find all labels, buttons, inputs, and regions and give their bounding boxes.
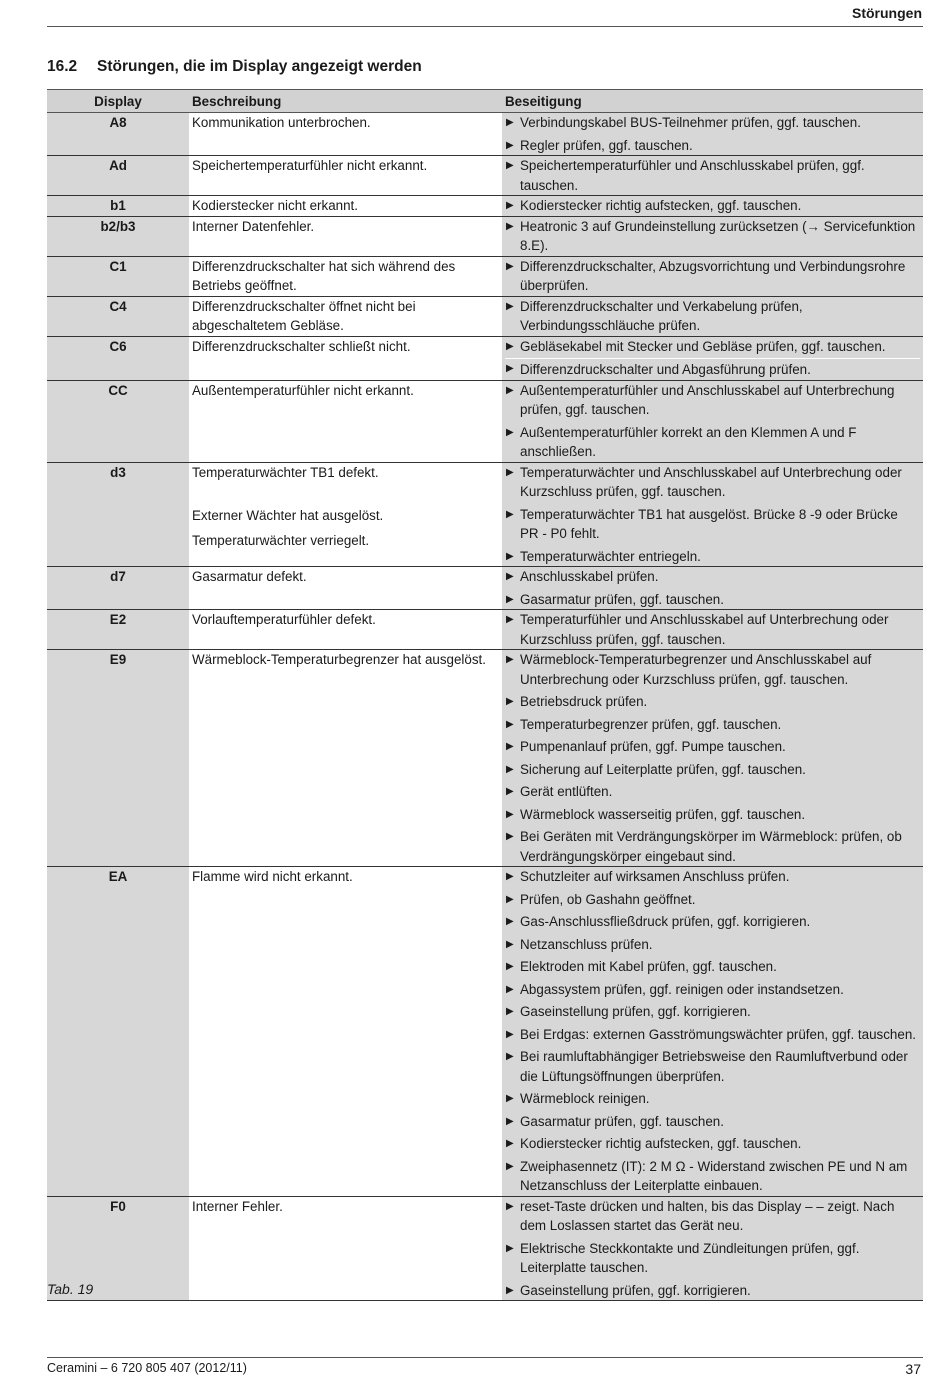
remedy-text: Speichertemperaturfühler und Anschlusskabel prüfen, ggf. tauschen. xyxy=(520,158,865,193)
table-row xyxy=(47,256,923,296)
description-line: Interner Fehler. xyxy=(192,1198,283,1214)
fault-description xyxy=(189,610,502,650)
remedy-item xyxy=(505,337,920,357)
remedy-text: Elektroden mit Kabel prüfen, ggf. tauschen. xyxy=(520,959,777,974)
bullet-arrow-icon: ▶ xyxy=(506,384,514,396)
bullet-arrow-icon: ▶ xyxy=(506,593,514,605)
remedy-list xyxy=(502,867,923,1197)
remedy-item xyxy=(505,650,920,689)
remedy-item xyxy=(505,890,920,910)
fault-code: C6 xyxy=(47,336,189,380)
remedy-item xyxy=(505,867,920,887)
remedy-item xyxy=(505,590,920,610)
remedy-list xyxy=(502,650,923,867)
remedy-item xyxy=(505,610,920,649)
bullet-arrow-icon: ▶ xyxy=(506,916,514,927)
footer-rule xyxy=(47,1357,923,1358)
bullet-arrow-icon: ▶ xyxy=(506,160,514,171)
description-line: Temperaturwächter TB1 defekt. xyxy=(192,464,379,480)
bullet-arrow-icon: ▶ xyxy=(506,1200,514,1212)
remedy-item xyxy=(505,827,920,866)
remedy-text: Bei Erdgas: externen Gasströmungswächter prüfen, ggf. tauschen. xyxy=(520,1026,916,1042)
remedy-item xyxy=(505,547,920,567)
remedy-item xyxy=(505,715,920,735)
description-line: Gasarmatur defekt. xyxy=(192,569,307,584)
remedy-item xyxy=(505,1047,920,1086)
fault-description xyxy=(189,296,502,336)
remedy-text: Temperaturbegrenzer prüfen, ggf. tauschen. xyxy=(520,716,782,732)
remedy-text: Anschlusskabel prüfen. xyxy=(520,569,659,584)
remedy-text: Temperaturwächter entriegeln. xyxy=(520,548,701,564)
remedy-list xyxy=(502,336,923,380)
bullet-arrow-icon: ▶ xyxy=(506,961,514,972)
remedy-item xyxy=(505,358,920,380)
remedy-item xyxy=(505,217,920,256)
remedy-text: Differenzdruckschalter und Abgasführung prüfen. xyxy=(520,362,811,377)
bullet-arrow-icon: ▶ xyxy=(506,696,514,707)
description-line: Differenzdruckschalter öffnet nicht bei abgeschaltetem Gebläse. xyxy=(192,298,416,333)
remedy-text: Gas-Anschlussfließdruck prüfen, ggf. korrigieren. xyxy=(520,914,811,929)
fault-description xyxy=(189,216,502,256)
remedy-text: Netzanschluss prüfen. xyxy=(520,936,653,952)
table-row xyxy=(47,216,923,256)
remedy-item xyxy=(505,156,920,195)
table-row xyxy=(47,380,923,462)
remedy-list xyxy=(502,1196,923,1301)
remedy-text: Bei Geräten mit Verdrängungskörper im Wärmeblock: prüfen, ob Verdrängungskörper eingebaut sind. xyxy=(520,829,902,864)
fault-description xyxy=(189,567,502,610)
bullet-arrow-icon: ▶ xyxy=(506,426,514,438)
remedy-list xyxy=(502,610,923,650)
fault-code: E2 xyxy=(47,610,189,650)
bullet-arrow-icon: ▶ xyxy=(506,741,514,752)
bullet-arrow-icon: ▶ xyxy=(506,1160,514,1172)
remedy-text: Gasarmatur prüfen, ggf. tauschen. xyxy=(520,1113,724,1129)
table-row xyxy=(47,650,923,867)
remedy-item xyxy=(505,1025,920,1045)
remedy-item xyxy=(505,1197,920,1236)
remedy-text: Sicherung auf Leiterplatte prüfen, ggf. tauschen. xyxy=(520,761,806,777)
fault-description xyxy=(189,1196,502,1301)
bullet-arrow-icon: ▶ xyxy=(506,466,514,478)
remedy-text: Temperaturwächter und Anschlusskabel auf Unterbrechung oder Kurzschluss prüfen, ggf. tauschen. xyxy=(520,464,902,499)
remedy-list xyxy=(502,380,923,462)
remedy-item xyxy=(505,1089,920,1109)
description-line: Interner Datenfehler. xyxy=(192,218,315,234)
remedy-item xyxy=(505,297,920,336)
remedy-text: Differenzdruckschalter und Verkabelung prüfen, Verbindungsschläuche prüfen. xyxy=(520,298,803,333)
fault-code: CC xyxy=(47,380,189,462)
bullet-arrow-icon: ▶ xyxy=(506,654,514,665)
remedy-text: Temperaturwächter TB1 hat ausgelöst. Brücke 8 -9 oder Brücke PR - P0 fehlt. xyxy=(520,506,898,541)
remedy-text: Schutzleiter auf wirksamen Anschluss prüfen. xyxy=(520,869,790,884)
remedy-item xyxy=(505,760,920,780)
remedy-list xyxy=(502,567,923,610)
remedy-text: Temperaturfühler und Anschlusskabel auf Unterbrechung oder Kurzschluss prüfen, ggf. tauschen. xyxy=(520,612,889,647)
remedy-item xyxy=(505,782,920,802)
remedy-list xyxy=(502,196,923,217)
bullet-arrow-icon: ▶ xyxy=(506,614,514,625)
remedy-text: Außentemperaturfühler und Anschlusskabel auf Unterbrechung prüfen, ggf. tauschen. xyxy=(520,382,895,417)
table-row xyxy=(47,296,923,336)
remedy-item xyxy=(505,1281,920,1301)
remedy-text: Wärmeblock reinigen. xyxy=(520,1091,650,1106)
remedy-text: Elektrische Steckkontakte und Zündleitungen prüfen, ggf. Leiterplatte tauschen. xyxy=(520,1240,860,1275)
remedy-text: Gaseinstellung prüfen, ggf. korrigieren. xyxy=(520,1282,751,1298)
header-rule xyxy=(47,26,923,27)
fault-description xyxy=(189,156,502,196)
remedy-item xyxy=(505,423,920,462)
remedy-item xyxy=(505,737,920,757)
bullet-arrow-icon: ▶ xyxy=(506,1115,514,1127)
description-line: Temperaturwächter verriegelt. xyxy=(192,532,370,548)
remedy-text: Verbindungskabel BUS-Teilnehmer prüfen, ggf. tauschen. xyxy=(520,115,861,130)
bullet-arrow-icon: ▶ xyxy=(506,938,514,950)
remedy-text: Gaseinstellung prüfen, ggf. korrigieren. xyxy=(520,1004,751,1019)
remedy-item xyxy=(505,805,920,825)
remedy-item xyxy=(505,1157,920,1196)
remedy-item xyxy=(505,463,920,502)
remedy-item xyxy=(505,505,920,544)
fault-code: EA xyxy=(47,867,189,1197)
remedy-list xyxy=(502,113,923,156)
remedy-text: Gebläsekabel mit Stecker und Gebläse prüfen, ggf. tauschen. xyxy=(520,338,886,354)
remedy-item xyxy=(505,1112,920,1132)
remedy-text: Zweiphasennetz (IT): 2 M Ω - Widerstand zwischen PE und N am Netzanschluss der Leiterplatte einbauen. xyxy=(520,1158,908,1193)
fault-code: d7 xyxy=(47,567,189,610)
document-reference: Ceramini – 6 720 805 407 (2012/11) xyxy=(47,1361,247,1375)
description-line: Flamme wird nicht erkannt. xyxy=(192,869,353,884)
remedy-item xyxy=(505,692,920,712)
table-row xyxy=(47,567,923,610)
bullet-arrow-icon: ▶ xyxy=(506,808,514,820)
remedy-text: Kodierstecker richtig aufstecken, ggf. tauschen. xyxy=(520,1136,802,1151)
remedy-item xyxy=(505,935,920,955)
remedy-text: Regler prüfen, ggf. tauschen. xyxy=(520,137,693,153)
description-line: Externer Wächter hat ausgelöst. xyxy=(192,508,384,523)
bullet-arrow-icon: ▶ xyxy=(506,260,514,272)
remedy-list xyxy=(502,156,923,196)
column-header-display: Display xyxy=(47,90,189,113)
bullet-arrow-icon: ▶ xyxy=(506,983,514,995)
bullet-arrow-icon: ▶ xyxy=(506,1028,514,1040)
section-title: Störungen, die im Display angezeigt werden xyxy=(97,58,422,75)
fault-description xyxy=(189,256,502,296)
remedy-text: Prüfen, ob Gashahn geöffnet. xyxy=(520,891,696,907)
bullet-arrow-icon: ▶ xyxy=(506,363,514,374)
remedy-item xyxy=(505,196,920,216)
bullet-arrow-icon: ▶ xyxy=(506,571,514,582)
remedy-item xyxy=(505,912,920,932)
bullet-arrow-icon: ▶ xyxy=(506,139,514,151)
running-header: Störungen xyxy=(852,5,922,21)
bullet-arrow-icon: ▶ xyxy=(506,1006,514,1017)
description-line: Differenzdruckschalter schließt nicht. xyxy=(192,338,411,354)
remedy-text: Differenzdruckschalter, Abzugsvorrichtung und Verbindungsrohre überprüfen. xyxy=(520,258,906,293)
bullet-arrow-icon: ▶ xyxy=(506,300,514,312)
bullet-arrow-icon: ▶ xyxy=(506,1284,514,1296)
fault-code: Ad xyxy=(47,156,189,196)
fault-description xyxy=(189,650,502,867)
remedy-item xyxy=(505,113,920,133)
fault-code: E9 xyxy=(47,650,189,867)
remedy-text: Wärmeblock-Temperaturbegrenzer und Anschlusskabel auf Unterbrechung oder Kurzschluss prüfen, ggf. tauschen. xyxy=(520,652,872,687)
table-header-row xyxy=(47,90,923,113)
column-header-remedy: Beseitigung xyxy=(502,90,923,113)
fault-description xyxy=(189,113,502,156)
fault-code: A8 xyxy=(47,113,189,156)
bullet-arrow-icon: ▶ xyxy=(506,220,514,232)
remedy-item xyxy=(505,980,920,1000)
table-row xyxy=(47,1196,923,1301)
table-caption: Tab. 19 xyxy=(47,1281,94,1297)
fault-description xyxy=(189,336,502,380)
table-row xyxy=(47,196,923,217)
remedy-text: reset-Taste drücken und halten, bis das Display – – zeigt. Nach dem Loslassen startet das Gerät neu. xyxy=(520,1198,895,1233)
section-heading xyxy=(47,58,422,76)
fault-description xyxy=(189,867,502,1197)
column-header-description: Beschreibung xyxy=(189,90,502,113)
bullet-arrow-icon: ▶ xyxy=(506,786,514,797)
fault-code-table xyxy=(47,89,923,1301)
description-line: Wärmeblock-Temperaturbegrenzer hat ausgelöst. xyxy=(192,652,486,667)
bullet-arrow-icon: ▶ xyxy=(506,718,514,730)
remedy-text: Kodierstecker richtig aufstecken, ggf. tauschen. xyxy=(520,198,802,213)
fault-code: d3 xyxy=(47,462,189,567)
remedy-item xyxy=(505,957,920,977)
bullet-arrow-icon: ▶ xyxy=(506,340,514,352)
remedy-text: Außentemperaturfühler korrekt an den Klemmen A und F anschließen. xyxy=(520,424,857,459)
bullet-arrow-icon: ▶ xyxy=(506,550,514,562)
remedy-item xyxy=(505,1239,920,1278)
bullet-arrow-icon: ▶ xyxy=(506,1051,514,1062)
bullet-arrow-icon: ▶ xyxy=(506,871,514,882)
remedy-text: Gerät entlüften. xyxy=(520,784,613,799)
fault-description xyxy=(189,380,502,462)
remedy-text: Bei raumluftabhängiger Betriebsweise den Raumluftverbund oder die Lüftungsöffnungen überprüfen. xyxy=(520,1049,908,1084)
table-row xyxy=(47,610,923,650)
remedy-item xyxy=(505,136,920,156)
fault-code: F0 xyxy=(47,1196,189,1301)
remedy-list xyxy=(502,296,923,336)
remedy-text: Heatronic 3 auf Grundeinstellung zurücksetzen (→ Servicefunktion 8.E). xyxy=(520,218,916,253)
remedy-text: Gasarmatur prüfen, ggf. tauschen. xyxy=(520,591,724,607)
table-row xyxy=(47,336,923,380)
bullet-arrow-icon: ▶ xyxy=(506,117,514,128)
table-row xyxy=(47,156,923,196)
table-row xyxy=(47,867,923,1197)
remedy-item xyxy=(505,257,920,296)
bullet-arrow-icon: ▶ xyxy=(506,200,514,211)
remedy-list xyxy=(502,462,923,567)
description-line: Differenzdruckschalter hat sich während des Betriebs geöffnet. xyxy=(192,258,456,293)
remedy-item xyxy=(505,567,920,587)
bullet-arrow-icon: ▶ xyxy=(506,1242,514,1254)
bullet-arrow-icon: ▶ xyxy=(506,893,514,905)
section-number: 16.2 xyxy=(47,58,78,75)
bullet-arrow-icon: ▶ xyxy=(506,1138,514,1149)
fault-code: C4 xyxy=(47,296,189,336)
remedy-text: Betriebsdruck prüfen. xyxy=(520,694,648,709)
remedy-text: Pumpenanlauf prüfen, ggf. Pumpe tauschen. xyxy=(520,739,786,754)
bullet-arrow-icon: ▶ xyxy=(506,763,514,775)
description-line: Kodierstecker nicht erkannt. xyxy=(192,198,358,213)
bullet-arrow-icon: ▶ xyxy=(506,831,514,842)
table-row xyxy=(47,113,923,156)
fault-code: b2/b3 xyxy=(47,216,189,256)
remedy-item xyxy=(505,1002,920,1022)
remedy-text: Abgassystem prüfen, ggf. reinigen oder instandsetzen. xyxy=(520,981,844,997)
remedy-list xyxy=(502,256,923,296)
description-line: Speichertemperaturfühler nicht erkannt. xyxy=(192,158,428,173)
fault-description xyxy=(189,462,502,567)
remedy-item xyxy=(505,381,920,420)
remedy-list xyxy=(502,216,923,256)
bullet-arrow-icon: ▶ xyxy=(506,1093,514,1104)
fault-description xyxy=(189,196,502,217)
page-number: 37 xyxy=(905,1361,921,1377)
fault-code: b1 xyxy=(47,196,189,217)
fault-code: C1 xyxy=(47,256,189,296)
description-line: Kommunikation unterbrochen. xyxy=(192,115,371,130)
bullet-arrow-icon: ▶ xyxy=(506,508,514,520)
remedy-text: Wärmeblock wasserseitig prüfen, ggf. tauschen. xyxy=(520,806,806,822)
table-row xyxy=(47,462,923,567)
description-line: Vorlauftemperaturfühler defekt. xyxy=(192,612,376,627)
remedy-item xyxy=(505,1134,920,1154)
description-line: Außentemperaturfühler nicht erkannt. xyxy=(192,382,414,398)
